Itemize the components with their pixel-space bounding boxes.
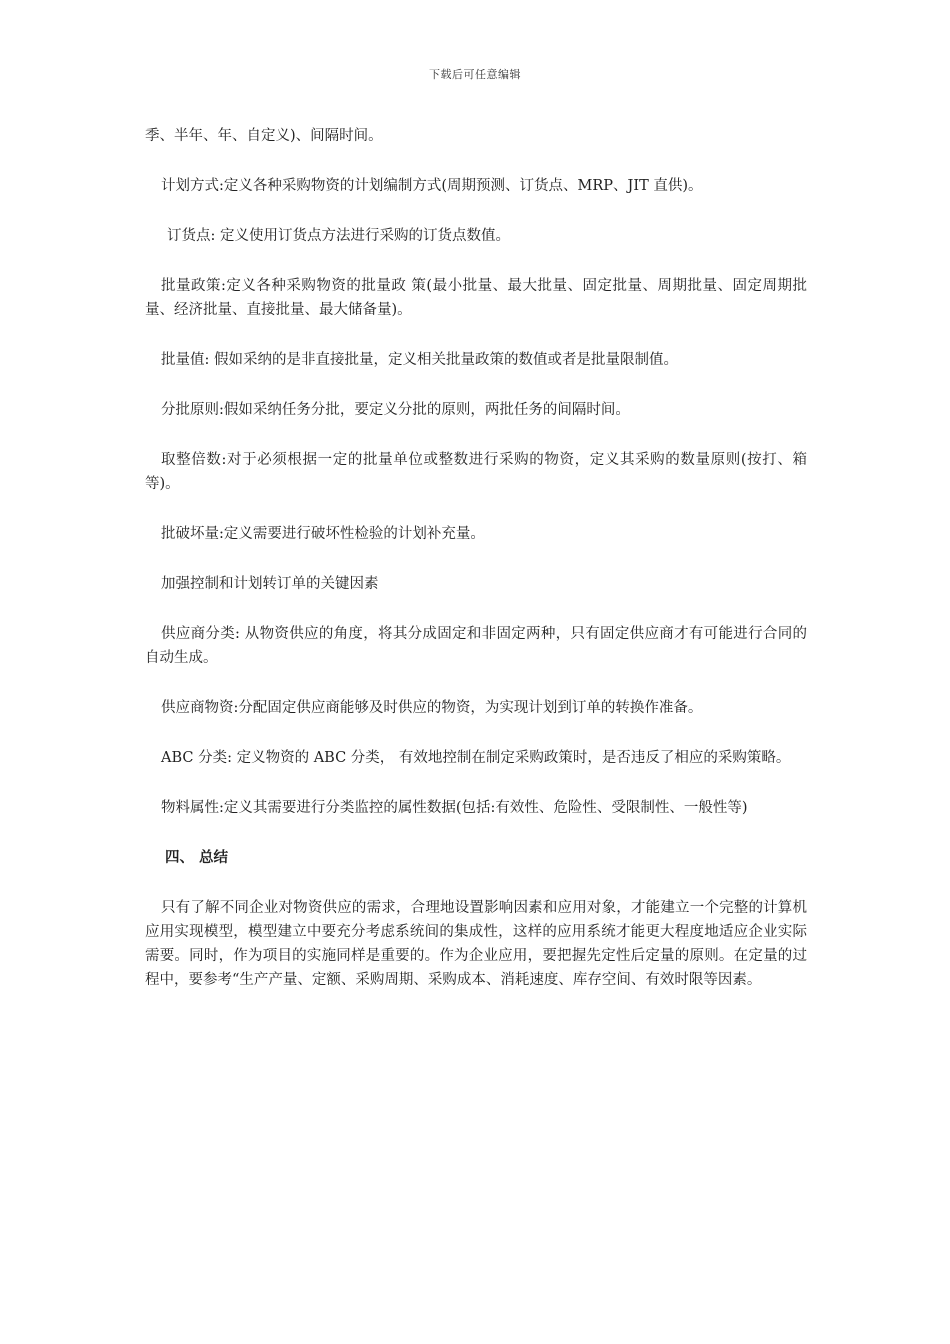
paragraph-batch-policy: 批量政策:定义各种采购物资的批量政 策(最小批量、最大批量、固定批量、周期批量、固定周期批量、经济批量、直接批量、最大储备量)。 — [145, 278, 807, 318]
paragraph-supplier-classification: 供应商分类: 从物资供应的角度，将其分成固定和非固定两种，只有固定供应商才有可能进行合同的自动生成。 — [145, 626, 807, 666]
paragraph-abc-classification: ABC 分类: 定义物资的 ABC 分类， 有效地控制在制定采购政策时，是否违反了相应的采购策略。 — [161, 750, 791, 766]
section-heading-summary: 四、 总结 — [165, 850, 229, 866]
paragraph-batch-value: 批量值: 假如采纳的是非直接批量，定义相关批量政策的数值或者是批量限制值。 — [161, 352, 678, 368]
paragraph-rounding-multiple: 取整倍数:对于必须根据一定的批量单位或整数进行采购的物资，定义其采购的数量原则(按打、箱等)。 — [145, 452, 807, 492]
page-header: 下载后可任意编辑 — [429, 68, 521, 81]
paragraph-supplier-materials: 供应商物资:分配固定供应商能够及时供应的物资，为实现计划到订单的转换作准备。 — [161, 700, 703, 716]
paragraph-key-factors: 加强控制和计划转订单的关键因素 — [161, 576, 379, 592]
paragraph-split-principle: 分批原则:假如采纳任务分批，要定义分批的原则，两批任务的间隔时间。 — [161, 402, 630, 418]
paragraph-destructive-quantity: 批破坏量:定义需要进行破坏性检验的计划补充量。 — [161, 526, 485, 542]
paragraph-material-attributes: 物料属性:定义其需要进行分类监控的属性数据(包括:有效性、危险性、受限制性、一般性等) — [161, 800, 748, 816]
paragraph-interval-time: 季、半年、年、自定义)、间隔时间。 — [145, 128, 383, 144]
paragraph-summary: 只有了解不同企业对物资供应的需求，合理地设置影响因素和应用对象，才能建立一个完整的计算机应用实现模型，模型建立中要充分考虑系统间的集成性，这样的应用系统才能更大程度地适应企业实际需要。同时，作为项目的实施同样是重要的。作为企业应用，要把握先定性后定量的原则。在定量的过程中，要参考“生产产量、定额、采购周期、采购成本、消耗速度、库存空间、有效时限等因素。 — [145, 900, 807, 988]
paragraph-plan-method: 计划方式:定义各种采购物资的计划编制方式(周期预测、订货点、MRP、JIT 直供)。 — [161, 178, 703, 194]
paragraph-reorder-point: 订货点: 定义使用订货点方法进行采购的订货点数值。 — [167, 228, 510, 244]
document-body — [145, 124, 807, 992]
